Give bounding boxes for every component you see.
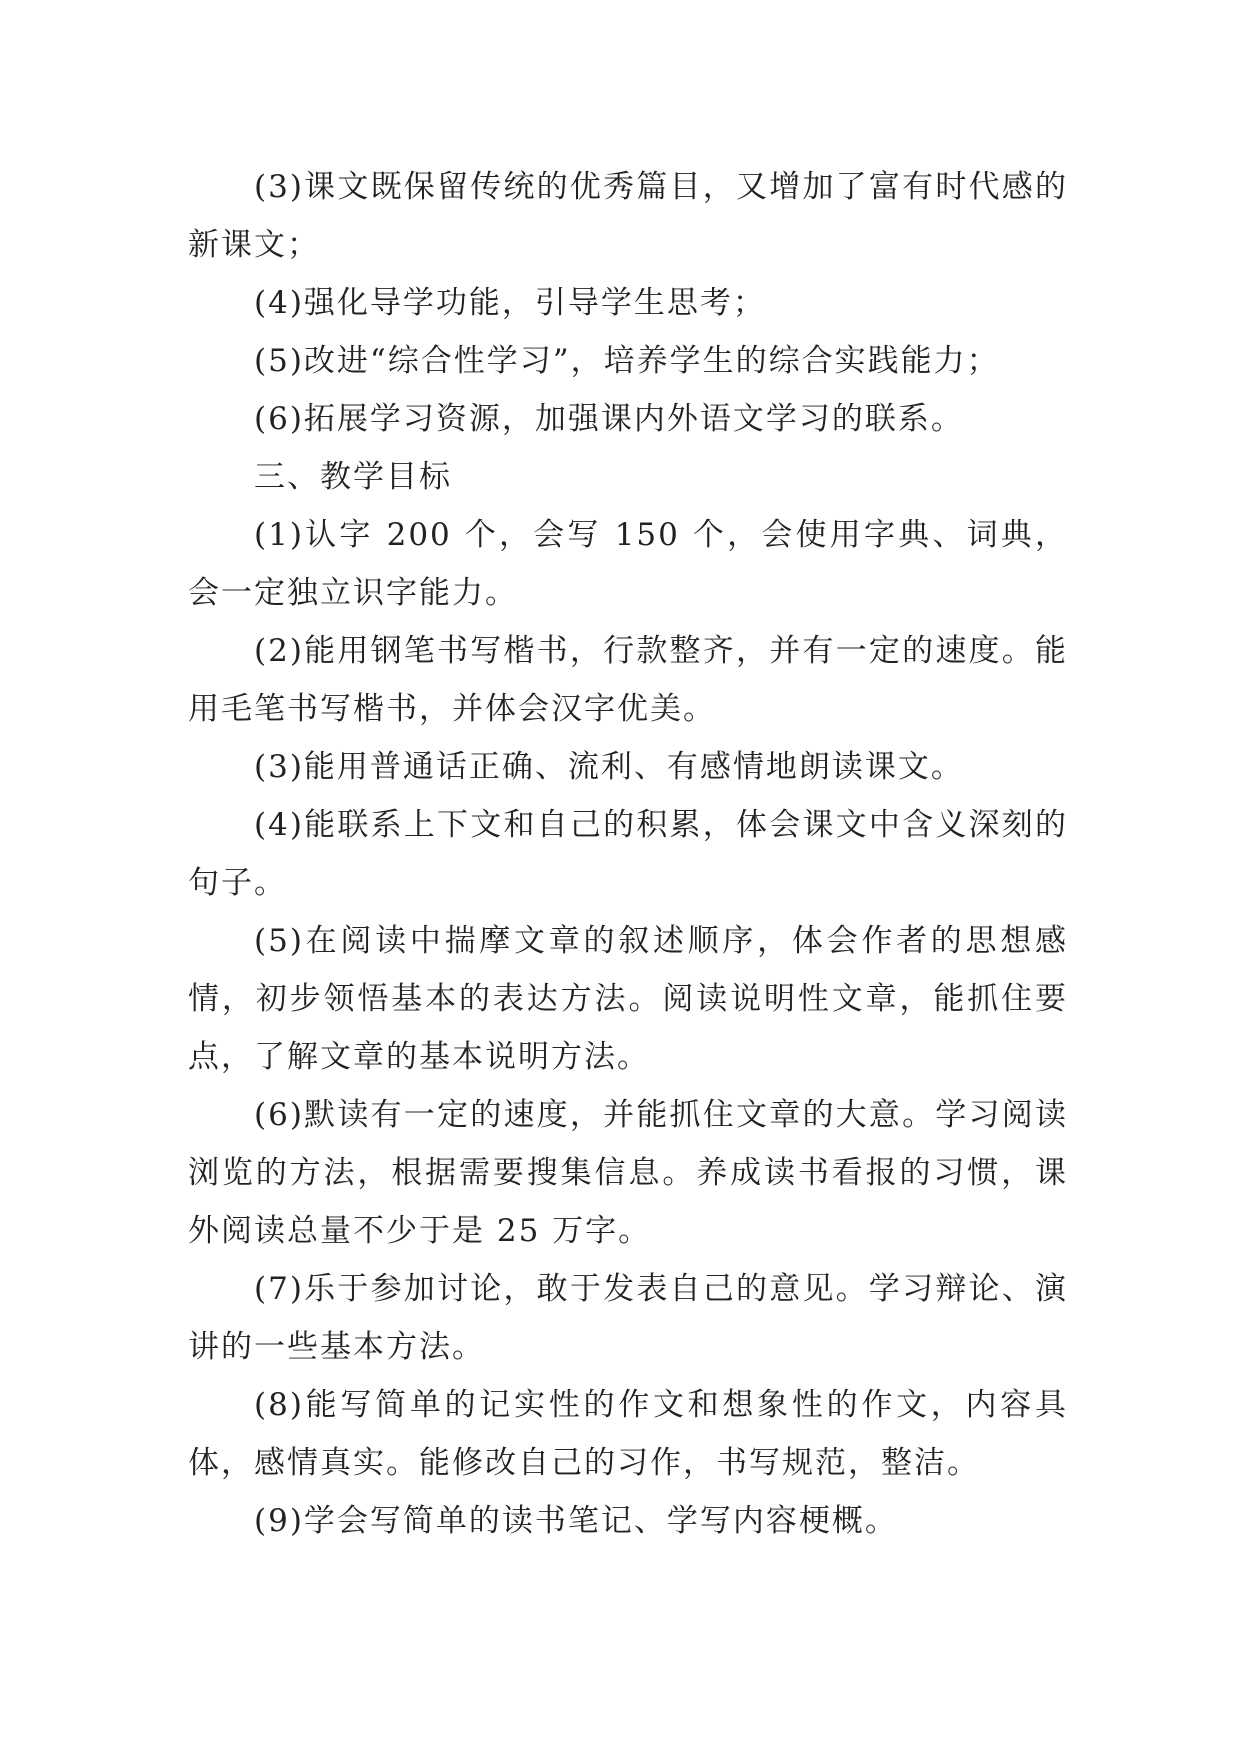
paragraph-goal-7: (7)乐于参加讨论，敢于发表自己的意见。学习辩论、演讲的一些基本方法。	[188, 1271, 1068, 1365]
paragraph-goal-8: (8)能写简单的记实性的作文和想象性的作文，内容具体，感情真实。能修改自己的习作，书写规范，整洁。	[188, 1387, 1068, 1481]
paragraph-goal-1: (1)认字 200 个，会写 150 个，会使用字典、词典，会一定独立识字能力。	[188, 517, 1068, 611]
paragraph-goal-3: (3)能用普通话正确、流利、有感情地朗读课文。	[254, 749, 964, 785]
paragraph-textbook-feature-6: (6)拓展学习资源，加强课内外语文学习的联系。	[254, 401, 964, 437]
section-heading-teaching-goals: 三、教学目标	[254, 459, 452, 495]
document-body	[188, 158, 1068, 1550]
paragraph-goal-5: (5)在阅读中揣摩文章的叙述顺序，体会作者的思想感情，初步领悟基本的表达方法。阅读说明性文章，能抓住要点，了解文章的基本说明方法。	[188, 923, 1068, 1075]
paragraph-goal-2: (2)能用钢笔书写楷书，行款整齐，并有一定的速度。能用毛笔书写楷书，并体会汉字优美。	[188, 633, 1068, 727]
paragraph-goal-4: (4)能联系上下文和自己的积累，体会课文中含义深刻的句子。	[188, 807, 1068, 901]
paragraph-textbook-feature-3: (3)课文既保留传统的优秀篇目，又增加了富有时代感的新课文；	[188, 169, 1068, 263]
paragraph-goal-9: (9)学会写简单的读书笔记、学写内容梗概。	[254, 1503, 898, 1539]
paragraph-textbook-feature-5: (5)改进“综合性学习”，培养学生的综合实践能力；	[254, 343, 1000, 379]
paragraph-textbook-feature-4: (4)强化导学功能，引导学生思考；	[254, 285, 766, 321]
paragraph-goal-6: (6)默读有一定的速度，并能抓住文章的大意。学习阅读浏览的方法，根据需要搜集信息。养成读书看报的习惯，课外阅读总量不少于是 25 万字。	[188, 1097, 1068, 1249]
